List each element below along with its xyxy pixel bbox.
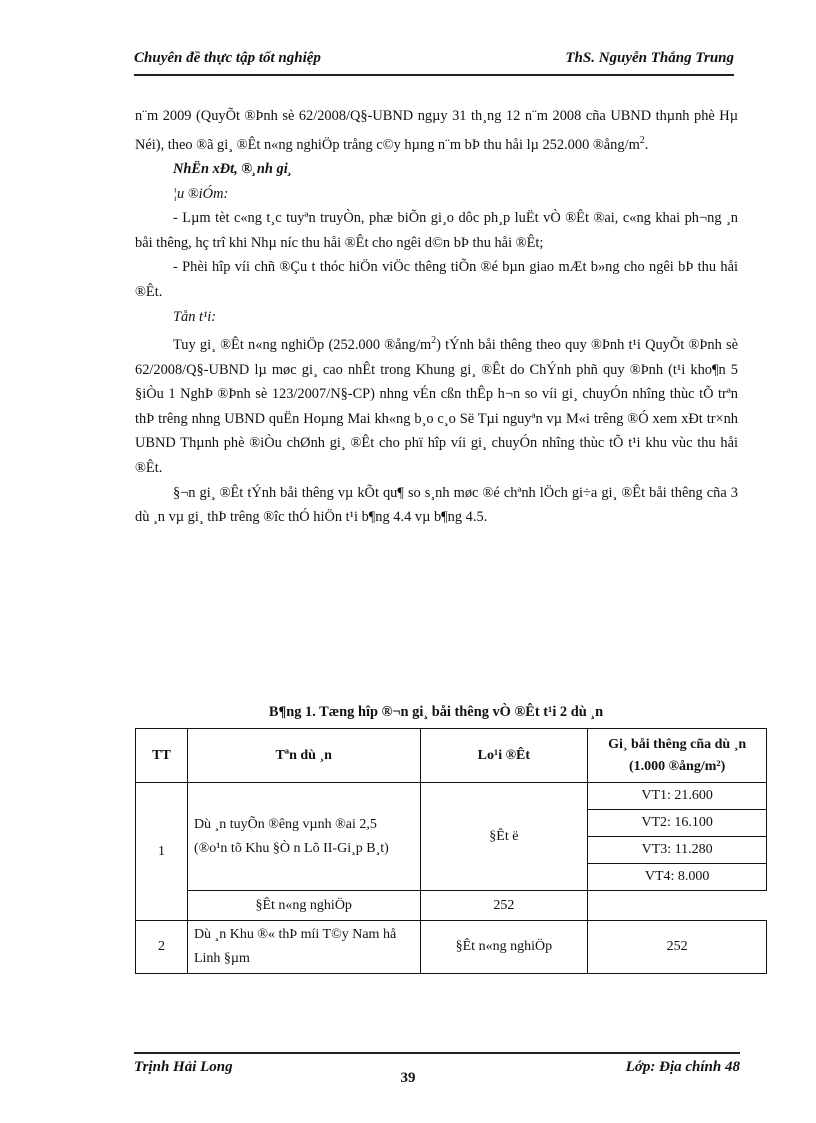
row1-tt: 1 <box>136 783 188 921</box>
row2-tt: 2 <box>136 921 188 974</box>
header-type: Lo¹i ®Êt <box>420 729 588 783</box>
row1-type1: §Êt ë <box>420 783 588 891</box>
paragraph-5: §¬n gi¸ ®Êt tÝnh båi thêng vµ kÕt qu¶ so s¸nh møc ®é chªnh lÖch gi÷a gi¸ ®Êt båi thêng cña 3 dù ¸n vµ gi¸ thÞ trêng ®îc thÓ hiÖn t¹i b¶ng 4.4 vµ b¶ng 4.5. <box>135 484 738 526</box>
header-left: Chuyên đề thực tập tốt nghiệp <box>134 50 321 66</box>
row1-name: Dù ¸n tuyÕn ®êng vµnh ®ai 2,5 (®o¹n tõ Khu §Ò n Lõ II-Gi¸p B¸t) <box>187 783 420 891</box>
paragraph-4: Tuy gi¸ ®Êt n«ng nghiÖp (252.000 $®ång/m^2$) tÝnh båi thêng theo quy ®Þnh t¹i QuyÕt ®Þnh sè 62/2008/Q§-UBND lµ møc gi¸ cao nhÊt trong Khung gi¸ ®Êt do ChÝnh phñ quy ®Þnh (t¹i kho¶n 5 §iÒu 1 NghÞ ®Þnh sè 123/2007/N§-CP) nhng vÉn cßn thÊp h¬n so víi gi¸ chuyÓn nhîng thùc tÕ trªn thÞ trêng nhng UBND quËn Hoµng Mai kh«ng b¸o c¸o Së Tµi nguyªn vµ M«i trêng ®Ó xem xÐt tr×nh UBND Thµnh phè ®iÒu chØnh gi¸ ®Êt cho phï hîp víi gi¸ chuyÓn nhîng thùc tÕ t¹i khu vùc thu håi ®Êt. <box>135 335 739 476</box>
row1-price2: 252 <box>420 891 588 921</box>
footer-left: Trịnh Hải Long <box>134 1059 233 1075</box>
row2-name: Dù ¸n Khu ®« thÞ míi T©y Nam hå Linh §µm <box>187 921 420 974</box>
body-text <box>135 104 738 530</box>
compensation-table <box>135 728 767 974</box>
row1-vt1: VT1: 21.600 <box>588 783 767 810</box>
paragraph-2: - Lµm tèt c«ng t¸c tuyªn truyÒn, phæ biÕn gi¸o dôc ph¸p luËt vÒ ®Êt ®ai, c«ng khai ph¬ng ¸n båi thêng, hç trî khi Nhµ níc thu håi ®Êt cho ngêi d©n bÞ thu håi ®Êt; <box>135 210 738 251</box>
header-tt: TT <box>136 729 188 783</box>
row2-price: 252 <box>588 921 767 974</box>
row1-vt4: VT4: 8.000 <box>588 864 767 891</box>
row1-vt3: VT3: 11.280 <box>588 837 767 864</box>
row2-type: §Êt n«ng nghiÖp <box>420 921 588 974</box>
row1-type2: §Êt n«ng nghiÖp <box>187 891 420 921</box>
footer-right: Lớp: Địa chính 48 <box>625 1059 740 1075</box>
heading-advantages: ¦u ®iÓm: <box>173 185 229 202</box>
table-caption: B¶ng 1. Tæng hîp ®¬n gi¸ båi thêng vÒ ®Êt t¹i 2 dù ¸n <box>268 704 604 720</box>
paragraph-1: n¨m 2009 (QuyÕt ®Þnh sè 62/2008/Q§-UBND ngµy 31 th¸ng 12 n¨m 2008 cña UBND thµnh phè Hµ Néi), theo ®ã gi¸ ®Êt n«ng nghiÖp trång c©y hµng n¨m bÞ thu håi lµ 252.000 $®ång/m^2$. <box>135 108 738 153</box>
heading-remarks: NhËn xÐt, ®¸nh gi¸ <box>173 160 293 177</box>
page-header <box>134 48 734 76</box>
heading-shortcomings: Tån t¹i: <box>173 308 217 325</box>
row1-vt2: VT2: 16.100 <box>588 810 767 837</box>
header-name: Tªn dù ¸n <box>187 729 420 783</box>
header-right: ThS. Nguyễn Thắng Trung <box>565 50 734 66</box>
paragraph-3: - Phèi hîp víi chñ ®Çu t thóc hiÖn viÖc thêng tiÕn ®é bµn giao mÆt b»ng cho ngêi bÞ thu håi ®Êt. <box>135 259 738 300</box>
page-number: 39 <box>400 1070 416 1086</box>
header-price: Gi¸ båi thêng cña dù ¸n (1.000 ®ång/m²) <box>588 729 767 783</box>
